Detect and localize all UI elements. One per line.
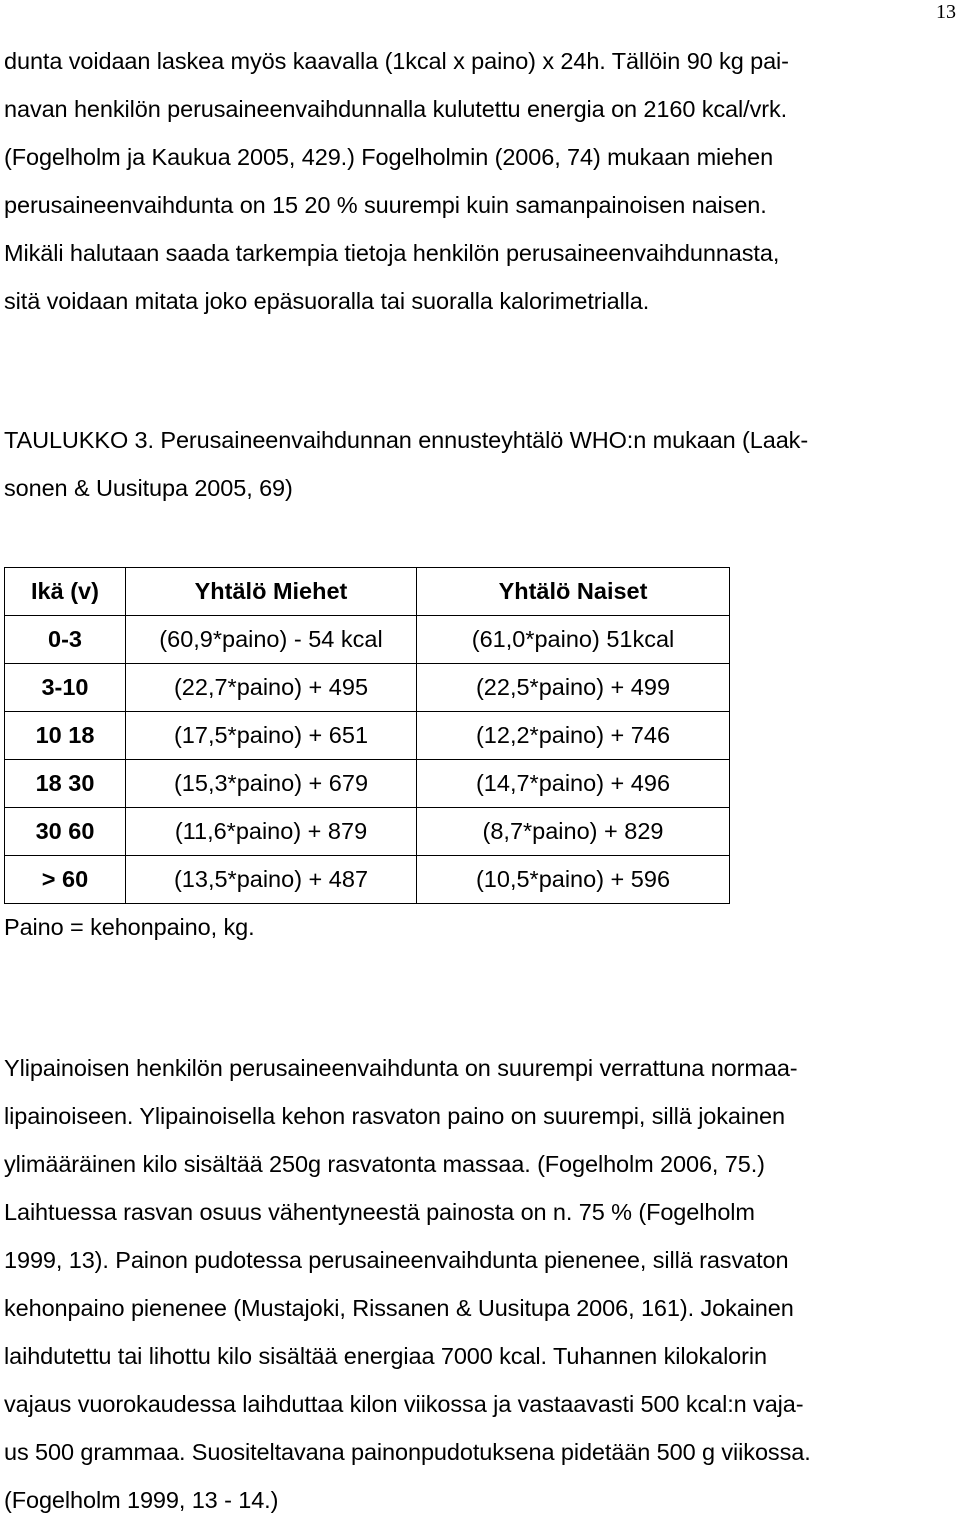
body-paragraph-2 [4, 1044, 956, 1524]
table-row [5, 664, 730, 712]
text-line: us 500 grammaa. Suositeltavana painonpudotuksena pidetään 500 g viikossa. [4, 1439, 811, 1465]
note-line: Paino = kehonpaino, kg. [4, 914, 255, 940]
cell-men: (17,5*paino) + 651 [126, 712, 417, 760]
cell-age: 30 60 [5, 808, 126, 856]
header-women: Yhtälö Naiset [417, 568, 730, 616]
table-note [4, 903, 956, 951]
cell-age: 10 18 [5, 712, 126, 760]
cell-age: 0-3 [5, 616, 126, 664]
caption-line: TAULUKKO 3. Perusaineenvaihdunnan ennusteyhtälö WHO:n mukaan (Laak- [4, 427, 809, 453]
table-caption [4, 416, 956, 512]
text-line: Ylipainoisen henkilön perusaineenvaihdunta on suurempi verrattuna normaa- [4, 1055, 798, 1081]
text-line: kehonpaino pienenee (Mustajoki, Rissanen & Uusitupa 2006, 161). Jokainen [4, 1295, 794, 1321]
cell-women: (12,2*paino) + 746 [417, 712, 730, 760]
cell-men: (11,6*paino) + 879 [126, 808, 417, 856]
table-header-row [5, 568, 730, 616]
page-number: 13 [936, 1, 956, 23]
table-row [5, 808, 730, 856]
header-men: Yhtälö Miehet [126, 568, 417, 616]
cell-men: (15,3*paino) + 679 [126, 760, 417, 808]
text-line: navan henkilön perusaineenvaihdunnalla kulutettu energia on 2160 kcal/vrk. [4, 96, 788, 122]
text-line: (Fogelholm 1999, 13 - 14.) [4, 1487, 279, 1513]
text-line: perusaineenvaihdunta on 15 20 % suurempi kuin samanpainoisen naisen. [4, 192, 767, 218]
text-line: dunta voidaan laskea myös kaavalla (1kcal x paino) x 24h. Tällöin 90 kg pai- [4, 48, 789, 74]
cell-age: 18 30 [5, 760, 126, 808]
cell-men: (13,5*paino) + 487 [126, 856, 417, 904]
cell-age: > 60 [5, 856, 126, 904]
caption-line: sonen & Uusitupa 2005, 69) [4, 475, 293, 501]
text-line: lipainoiseen. Ylipainoisella kehon rasvaton paino on suurempi, sillä jokainen [4, 1103, 785, 1129]
cell-women: (22,5*paino) + 499 [417, 664, 730, 712]
text-line: 1999, 13). Painon pudotessa perusaineenvaihdunta pienenee, sillä rasvaton [4, 1247, 789, 1273]
bmr-equation-table [4, 567, 730, 904]
cell-men: (60,9*paino) - 54 kcal [126, 616, 417, 664]
text-line: (Fogelholm ja Kaukua 2005, 429.) Fogelholmin (2006, 74) mukaan miehen [4, 144, 774, 170]
cell-women: (61,0*paino) 51kcal [417, 616, 730, 664]
table-row [5, 712, 730, 760]
text-line: vajaus vuorokaudessa laihduttaa kilon viikossa ja vastaavasti 500 kcal:n vaja- [4, 1391, 804, 1417]
cell-age: 3-10 [5, 664, 126, 712]
cell-men: (22,7*paino) + 495 [126, 664, 417, 712]
header-age: Ikä (v) [5, 568, 126, 616]
text-line: Laihtuessa rasvan osuus vähentyneestä painosta on n. 75 % (Fogelholm [4, 1199, 755, 1225]
text-line: sitä voidaan mitata joko epäsuoralla tai suoralla kalorimetrialla. [4, 288, 650, 314]
body-paragraph-1 [4, 37, 956, 325]
table-row [5, 616, 730, 664]
cell-women: (8,7*paino) + 829 [417, 808, 730, 856]
cell-women: (10,5*paino) + 596 [417, 856, 730, 904]
text-line: laihdutettu tai lihottu kilo sisältää energiaa 7000 kcal. Tuhannen kilokalorin [4, 1343, 767, 1369]
text-line: ylimääräinen kilo sisältää 250g rasvatonta massaa. (Fogelholm 2006, 75.) [4, 1151, 765, 1177]
text-line: Mikäli halutaan saada tarkempia tietoja henkilön perusaineenvaihdunnasta, [4, 240, 780, 266]
table-row [5, 760, 730, 808]
table-row [5, 856, 730, 904]
cell-women: (14,7*paino) + 496 [417, 760, 730, 808]
